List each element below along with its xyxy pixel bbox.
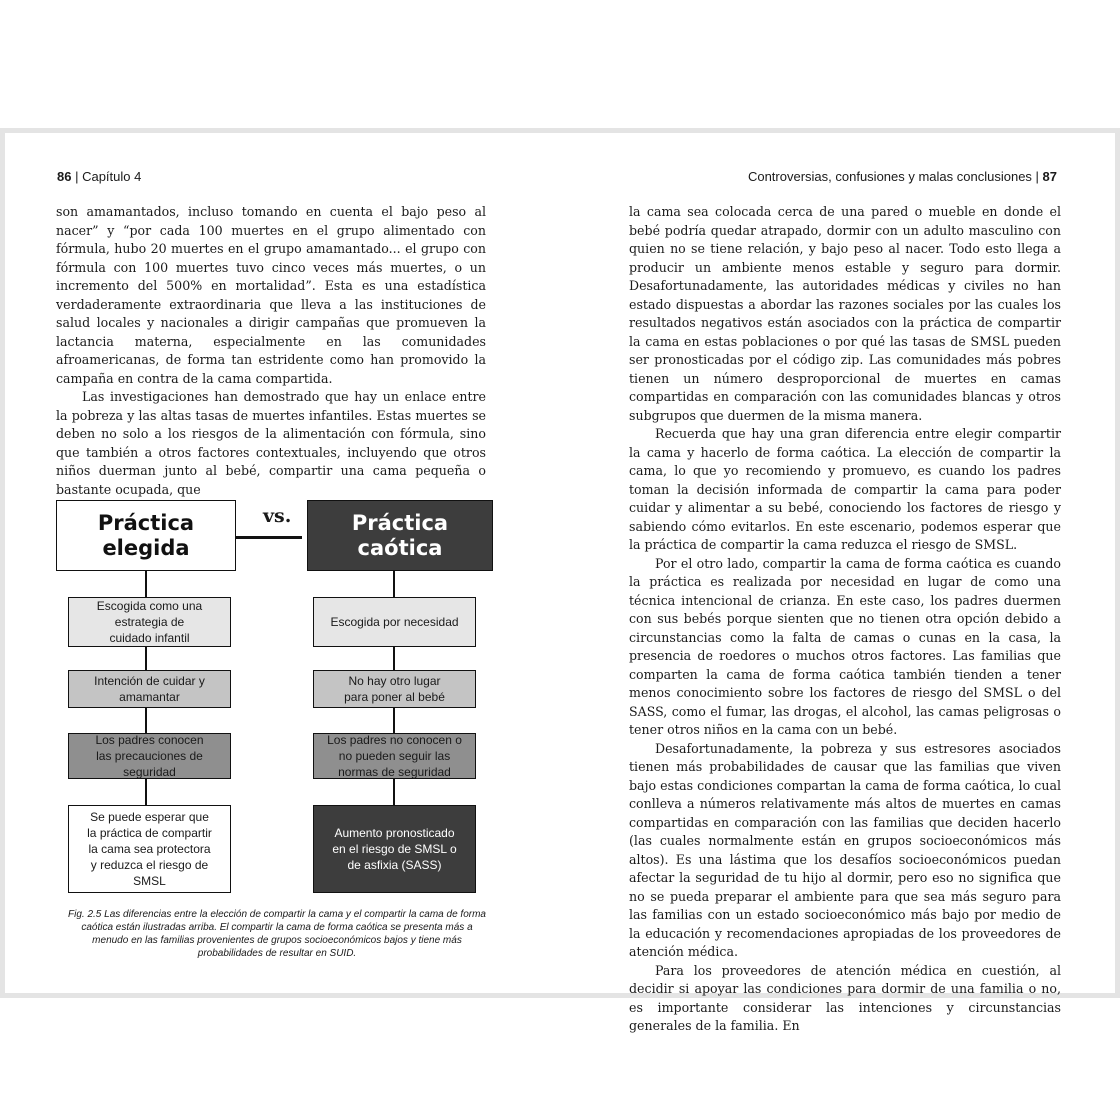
chaotic-step-1-text: Escogida por necesidad	[330, 615, 459, 629]
chosen-step-3	[68, 733, 231, 779]
chaotic-step-1	[313, 597, 476, 647]
figure-caption: Fig. 2.5 Las diferencias entre la elección de compartir la cama y el compartir la cama de forma caótica están ilustradas arriba. El compartir la cama de forma caótica se presenta más a menudo en las familias provenientes de grupos socioeconómicos bajos y tiene más probabilidades de resultar en SUID.	[68, 909, 486, 959]
chosen-step-1-text: Escogida como una estrategia de cuidado infantil	[96, 599, 203, 645]
left-page-number: 86	[57, 169, 72, 184]
chosen-step-2	[68, 670, 231, 708]
chaotic-step-2-text: No hay otro lugar para poner al bebé	[344, 674, 445, 704]
chaotic-step-3-text: Los padres no conocen o no pueden seguir las normas de seguridad	[327, 733, 462, 779]
vs-connector	[236, 536, 302, 539]
left-connector-4	[145, 778, 147, 805]
chaotic-outcome	[313, 805, 476, 893]
chaotic-step-2	[313, 670, 476, 708]
right-connector-3	[393, 707, 395, 733]
chaotic-step-3	[313, 733, 476, 779]
left-page-body	[56, 203, 486, 499]
right-header-separator: |	[1031, 169, 1043, 184]
chosen-practice-title: Práctica elegida	[97, 510, 195, 560]
chosen-outcome	[68, 805, 231, 893]
page-area	[5, 133, 1115, 1033]
book-spread	[0, 128, 1120, 1033]
right-paragraph-5: Para los proveedores de atención médica en cuestión, al decidir si apoyar las condiciones para dormir de una familia o no, es importante considerar las intenciones y circunstancias generales de la familia. En	[629, 962, 1061, 1033]
left-paragraph-1: son amamantados, incluso tomando en cuenta el bajo peso al nacer” y “por cada 100 muertes en el grupo alimentado con fórmula, hubo 20 muertes en el grupo amamantado... el grupo con fórmula con 100 muertes tuvo cinco veces más muertes, o un incremento del 500% en mortalidad”. Esta es una estadística verdaderamente extraordinaria que lleva a las instituciones de salud locales y nacionales a dirigir campañas que promueven la lactancia materna, especialmente en las comunidades afroamericanas, de forma tan estridente como han promovido la campaña en contra de la cama compartida.	[56, 204, 486, 386]
chosen-step-1	[68, 597, 231, 647]
left-page-header	[57, 169, 141, 184]
right-paragraph-2: Recuerda que hay una gran diferencia entre elegir compartir la cama y hacerlo de forma caótica. La elección de compartir la cama, lo que yo recomiendo y promuevo, es cuando los padres toman la decisión informada de compartir la cama para poder cuidar y alimentar a su bebé, conociendo los factores de riesgo y sabiendo cómo evitarlos. En este escenario, podemos esperar que la práctica de compartir la cama reduzca el riesgo de SMSL.	[629, 426, 1061, 552]
left-paragraph-2: Las investigaciones han demostrado que hay un enlace entre la pobreza y las altas tasas de muertes infantiles. Estas muertes se deben no solo a los riesgos de la alimentación con fórmula, sino que también a otros factores contextuales, incluyendo que otros niños duerman junto al bebé, compartir una cama pequeña o bastante ocupada, que	[56, 389, 486, 497]
right-page-header	[748, 169, 1057, 184]
right-connector-4	[393, 778, 395, 805]
right-header-title: Controversias, confusiones y malas conclusiones	[747, 169, 1032, 184]
comparison-diagram	[50, 500, 500, 900]
right-connector-1	[393, 571, 395, 597]
right-page-number: 87	[1042, 169, 1057, 184]
chaotic-practice-header	[307, 500, 493, 571]
right-page-body	[629, 203, 1061, 1036]
vs-label: vs.	[263, 505, 292, 527]
chaotic-practice-title: Práctica caótica	[351, 510, 449, 560]
chosen-step-3-text: Los padres conocen las precauciones de seguridad	[95, 733, 204, 779]
right-connector-2	[393, 646, 395, 670]
chosen-practice-header	[56, 500, 236, 571]
chosen-outcome-text: Se puede esperar que la práctica de compartir la cama sea protectora y reduzca el riesgo de SMSL	[87, 810, 212, 888]
left-header-separator: |	[71, 169, 83, 184]
left-connector-2	[145, 646, 147, 670]
right-paragraph-1: la cama sea colocada cerca de una pared o mueble en donde el bebé podría quedar atrapado, dormir con un adulto masculino con quien no se tiene relación, y bajo peso al nacer. Todo esto llega a producir un ambiente menos estable y seguro para dormir. Desafortunadamente, las autoridades médicas y civiles no han estado dispuestas a abordar las razones sociales por las cuales los resultados negativos están asociados con la práctica de compartir la cama en estas poblaciones o por qué las tasas de SMSL pueden ser pronosticadas por el código zip. Las comunidades más pobres tienen un número desproporcional de muertes en camas compartidas en comparación con las comunidades blancas y otros subgrupos que duermen de la misma manera.	[629, 204, 1061, 423]
left-header-chapter: Capítulo 4	[82, 169, 142, 184]
chosen-step-2-text: Intención de cuidar y amamantar	[94, 674, 205, 704]
left-connector-3	[145, 707, 147, 733]
left-connector-1	[145, 571, 147, 597]
chaotic-outcome-text: Aumento pronosticado en el riesgo de SMSL o de asfixia (SASS)	[332, 826, 457, 872]
right-paragraph-4: Desafortunadamente, la pobreza y sus estresores asociados tienen más probabilidades de causar que las familias que viven bajo estas condiciones compartan la cama de forma caótica, lo cual conlleva a números relativamente más altos de muertes en camas compartidas en comparación con las familias que deciden hacerlo (las cuales normalmente están en grupos socioeconómicos más altos). Es una lástima que los desafíos socioeconómicos puedan afectar la seguridad de tu hijo al dormir, pero eso no significa que no se pueda preparar el ambiente para que sea más seguro para las familias con un estado socioeconómico más bajo por medio de la educación y recomendaciones apropiadas de los proveedores de atención médica.	[629, 740, 1061, 959]
right-paragraph-3: Por el otro lado, compartir la cama de forma caótica es cuando la práctica es realizada por necesidad en lugar de como una técnica intencional de crianza. En este caso, los padres duermen con sus bebés porque sienten que no tienen otra opción debido a circunstancias como la falta de camas o cunas en la casa, la presencia de roedores o muchos otros factores. Las familias que comparten la cama de forma caótica también tienden a tener menos conocimiento sobre los factores de riesgo del SMSL o del SASS, como el fumar, las drogas, el alcohol, las camas peligrosas o tener otros niños en la cama con un bebé.	[629, 555, 1061, 737]
